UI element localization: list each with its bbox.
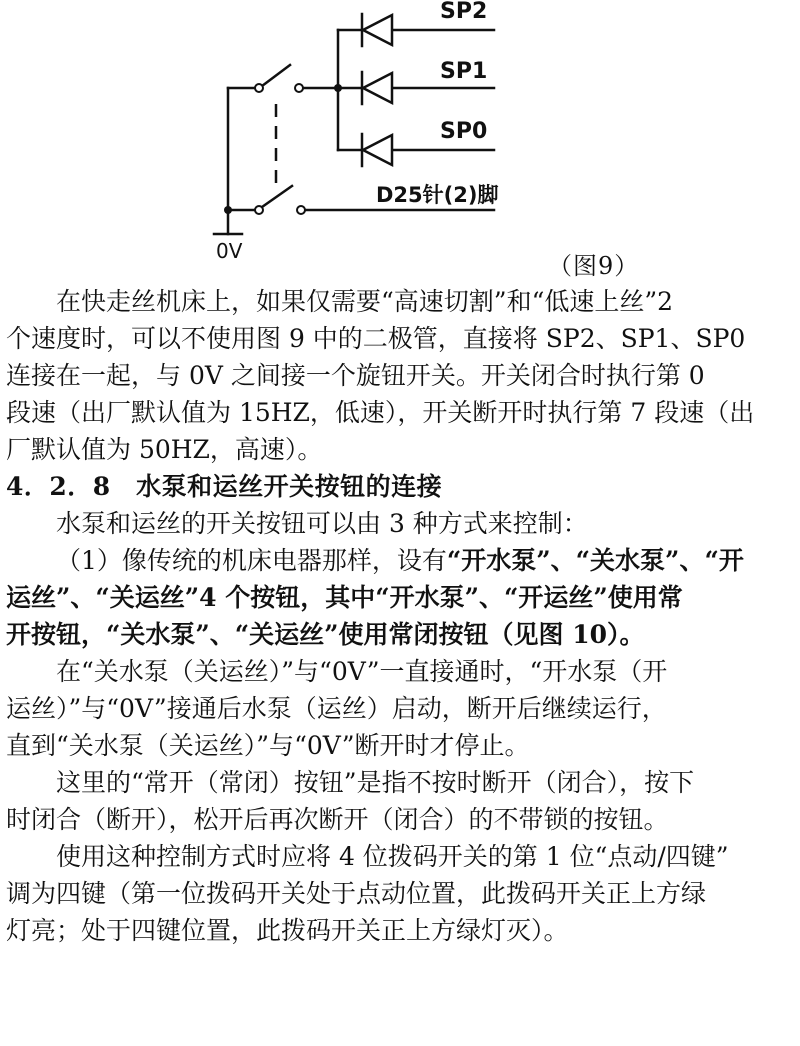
paragraph-line xyxy=(0,542,800,579)
diode-sp1-icon xyxy=(363,73,392,103)
paragraph-line: 运丝”、“关运丝”4 个按钮，其中“开水泵”、“开运丝”使用常 xyxy=(6,583,683,612)
label-d25: D25针(2)脚 xyxy=(376,183,499,207)
bus-junction xyxy=(334,84,342,92)
paragraph-line: 使用这种控制方式时应将 4 位拨码开关的第 1 位“点动/四键” xyxy=(56,842,729,871)
label-sp0: SP0 xyxy=(440,119,488,144)
paragraph-line: 水泵和运丝的开关按钮可以由 3 种方式来控制： xyxy=(56,509,588,538)
paragraph-line: 直到“关水泵（关运丝）”与“0V”断开时才停止。 xyxy=(6,731,530,760)
paragraph-line: 运丝）”与“0V”接通后水泵（运丝）启动，断开后继续运行， xyxy=(6,694,667,723)
lower-switch-contact-left xyxy=(255,206,263,214)
label-sp2: SP2 xyxy=(440,0,488,24)
paragraph-line: 在快走丝机床上，如果仅需要“高速切割”和“低速上丝”2 xyxy=(56,287,674,316)
paragraph-line: 在“关水泵（关运丝）”与“0V”一直接通时，“开水泵（开 xyxy=(56,657,668,686)
bold-text-segment: “开水泵”、“关水泵”、“开 xyxy=(446,546,744,575)
paragraph-line: 调为四键（第一位拨码开关处于点动位置，此拨码开关正上方绿 xyxy=(6,879,707,908)
figure-caption: （图9） xyxy=(548,252,640,280)
lower-switch-blade xyxy=(262,186,292,207)
label-ground: 0V xyxy=(216,239,243,263)
diode-sp0-icon xyxy=(363,135,392,165)
label-sp1: SP1 xyxy=(440,59,488,84)
paragraph-line: 时闭合（断开），松开后再次断开（闭合）的不带锁的按钮。 xyxy=(6,805,669,834)
paragraph-line: 连接在一起，与 0V 之间接一个旋钮开关。开关闭合时执行第 0 xyxy=(6,361,705,390)
paragraph-line: 厂默认值为 50HZ，高速）。 xyxy=(6,435,323,464)
circuit-diagram xyxy=(0,0,800,280)
upper-switch-contact-right xyxy=(295,84,303,92)
diode-sp2-icon xyxy=(363,15,392,45)
paragraph-line: 开按钮，“关水泵”、“关运丝”使用常闭按钮（见图 10）。 xyxy=(6,620,645,649)
paragraph-line: 这里的“常开（常闭）按钮”是指不按时断开（闭合），按下 xyxy=(56,768,695,797)
ground-junction xyxy=(224,206,232,214)
paragraph-line: 灯亮；处于四键位置，此拨码开关正上方绿灯灭）。 xyxy=(6,916,569,945)
paragraph-line: 段速（出厂默认值为 15HZ，低速），开关断开时执行第 7 段速（出 xyxy=(6,398,755,427)
paragraph-line: 个速度时，可以不使用图 9 中的二极管，直接将 SP2、SP1、SP0 xyxy=(6,324,746,353)
upper-switch-blade xyxy=(262,65,290,86)
lower-switch-contact-right xyxy=(297,206,305,214)
section-heading: 4．2．8 水泵和运丝开关按钮的连接 xyxy=(6,472,443,501)
body-text xyxy=(0,283,800,949)
text-segment: （1）像传统的机床电器那样，设有 xyxy=(56,546,447,575)
upper-switch-contact-left xyxy=(255,84,263,92)
